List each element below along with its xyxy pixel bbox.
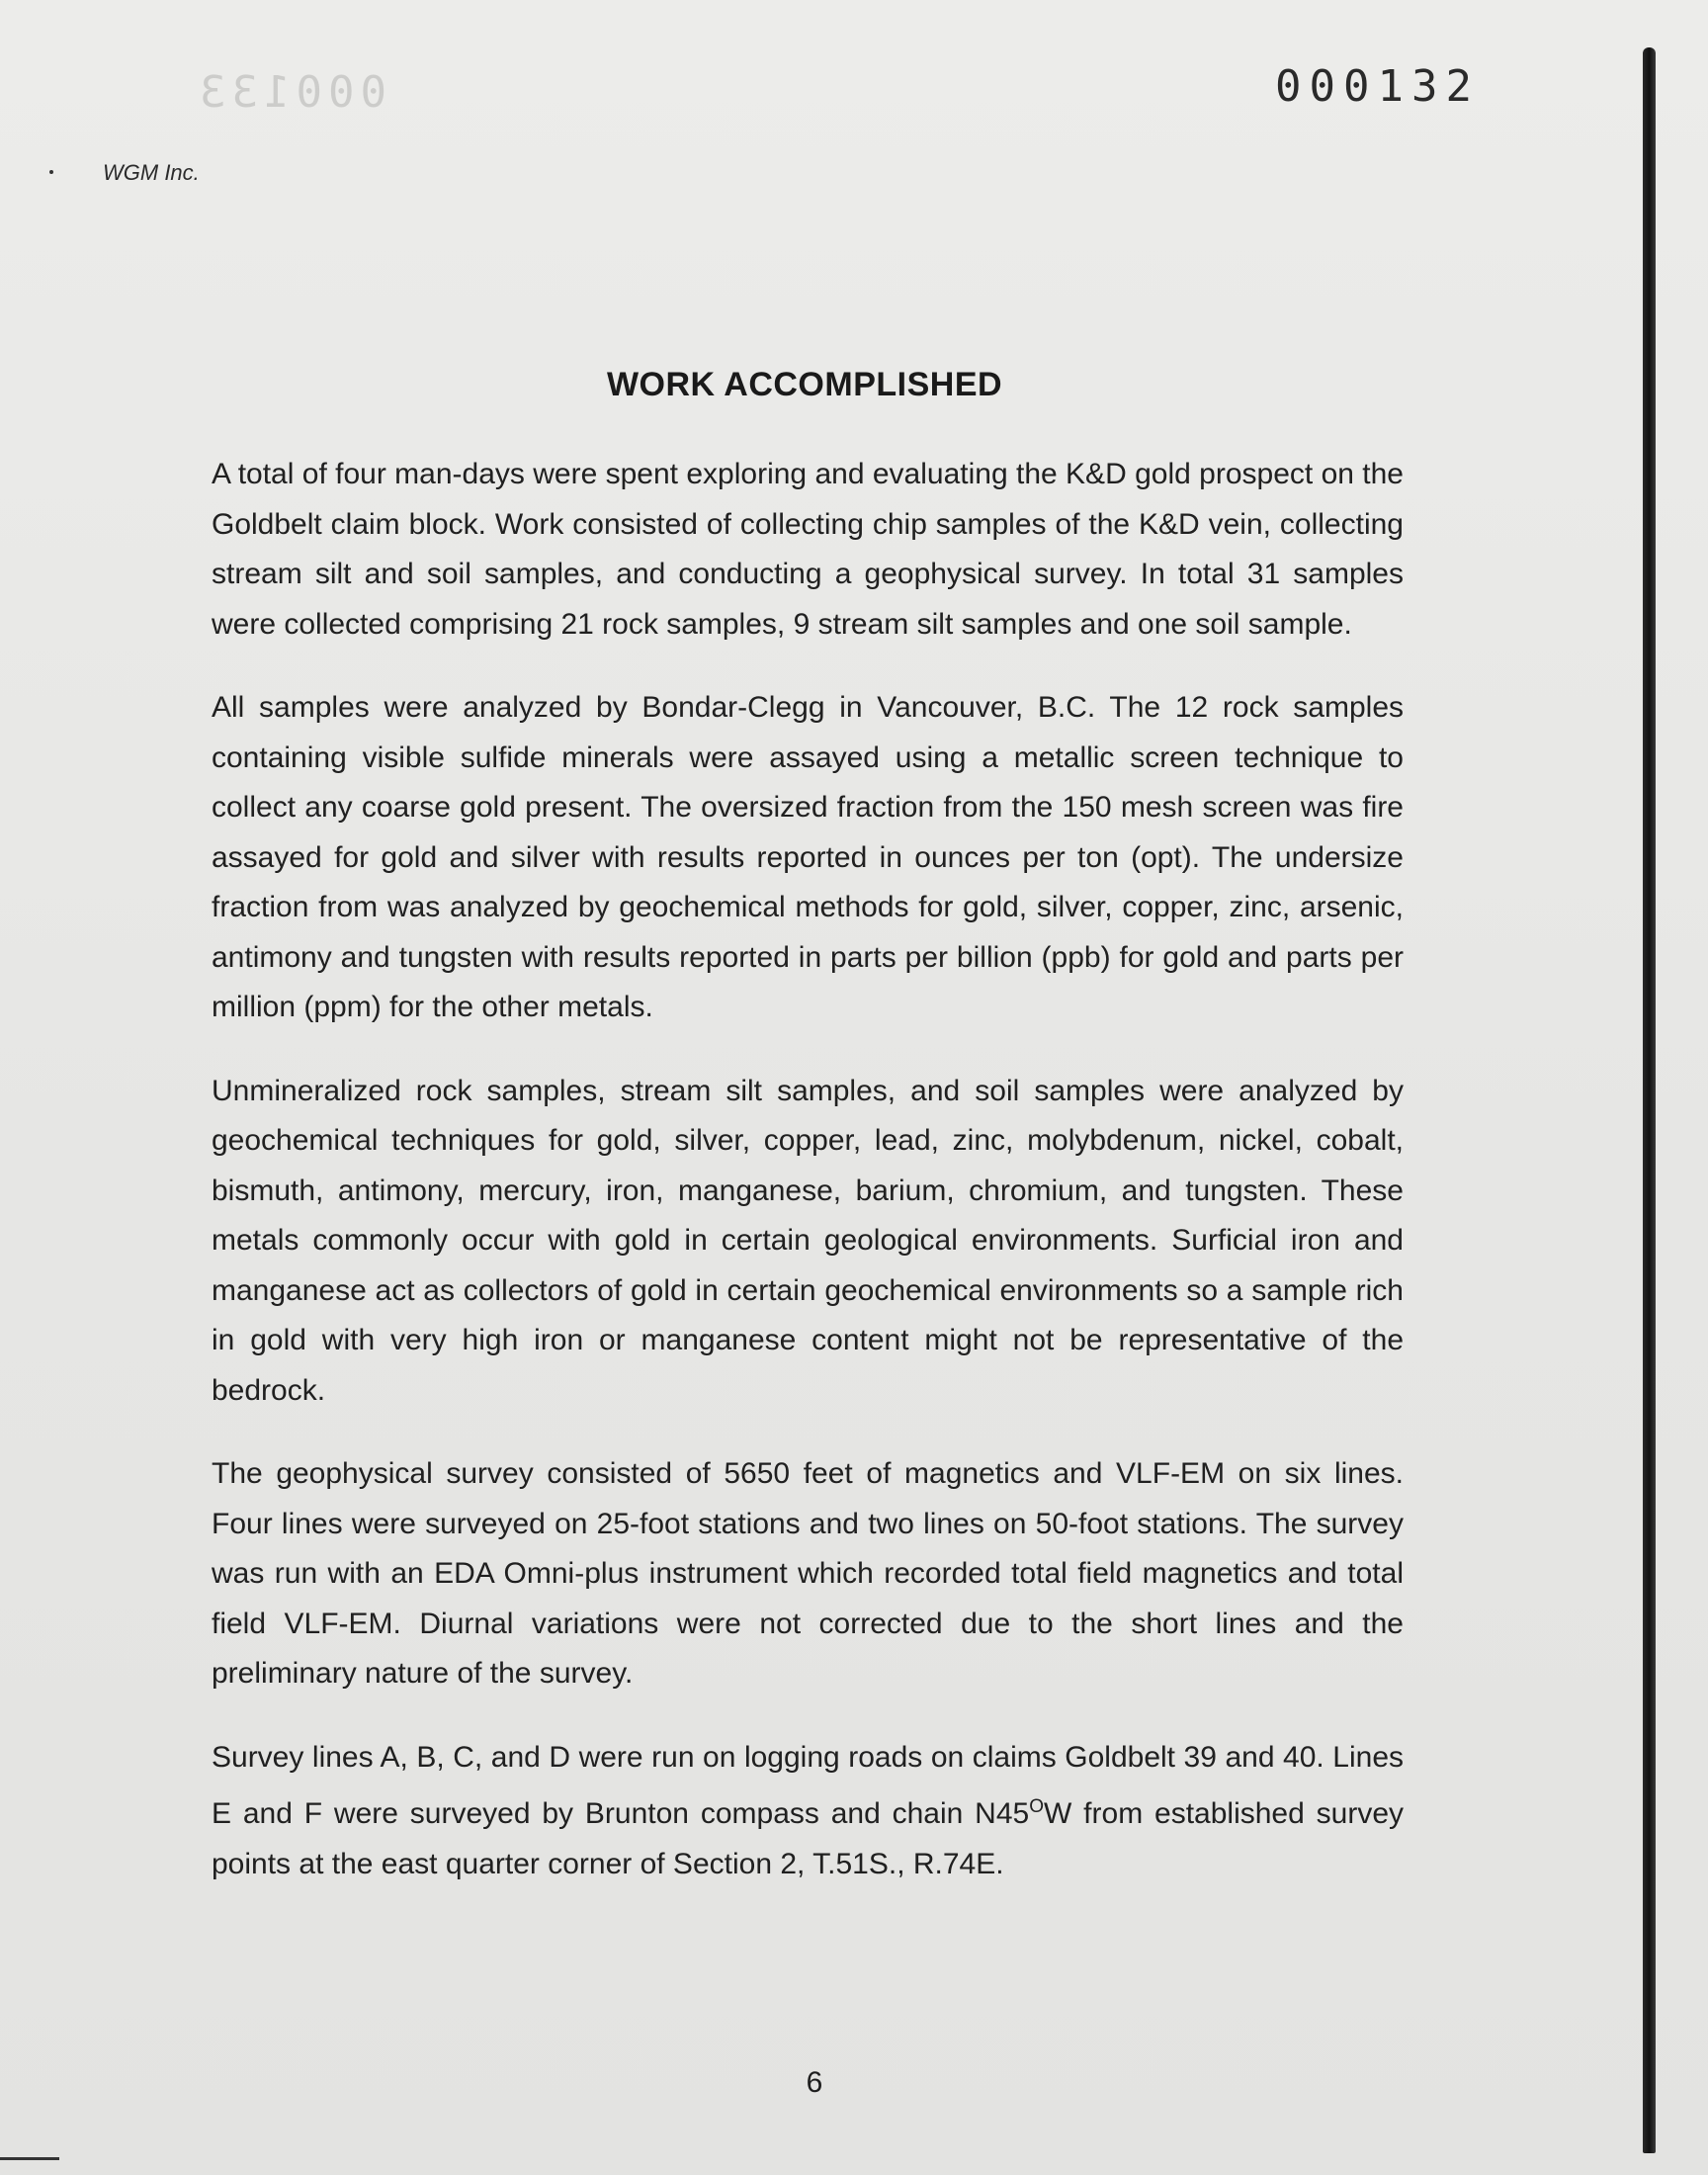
paragraph-survey-lines: [212, 1733, 1404, 1890]
paragraph-geophysical-survey: The geophysical survey consisted of 5650 feet of magnetics and VLF-EM on six lines. Four lines were surveyed on 25-foot stations and two lines on 50-foot stations. The survey was run with an EDA Omni-plus instrument which recorded total field magnetics and total field VLF-EM. Diurnal variations were not corrected due to the short lines and the preliminary nature of the survey.: [212, 1457, 1404, 1690]
body-text: [212, 450, 1404, 1923]
degree-superscript: O: [1029, 1796, 1045, 1817]
document-control-number: 000132: [1275, 61, 1480, 112]
show-through-page-number: 000133: [194, 67, 386, 118]
page-number: 6: [806, 2066, 823, 2099]
binding-edge: [1643, 47, 1656, 2153]
paragraph-fieldwork: A total of four man-days were spent exploring and evaluating the K&D gold prospect on the Goldbelt claim block. Work consisted of collecting chip samples of the K&D vein, collecting stream silt and soil samples, and conducting a geophysical survey. In total 31 samples were collected comprising 21 rock samples, 9 stream silt samples and one soil sample.: [212, 458, 1404, 641]
scan-mark-dot: [49, 170, 53, 174]
paragraph-assay-methods: All samples were analyzed by Bondar-Clegg in Vancouver, B.C. The 12 rock samples containing visible sulfide minerals were assayed using a metallic screen technique to collect any coarse gold present. The oversized fraction from the 150 mesh screen was fire assayed for gold and silver with results reported in ounces per ton (opt). The undersize fraction from was analyzed by geochemical methods for gold, silver, copper, zinc, arsenic, antimony and tungsten with results reported in parts per billion (ppb) for gold and parts per million (ppm) for the other metals.: [212, 691, 1404, 1023]
paragraph-geochemical-analysis: Unmineralized rock samples, stream silt samples, and soil samples were analyzed by geochemical techniques for gold, silver, copper, lead, zinc, molybdenum, nickel, cobalt, bismuth, antimony, mercury, iron, manganese, barium, chromium, and tungsten. These metals commonly occur with gold in certain geological environments. Surficial iron and manganese act as collectors of gold in certain geochemical environments so a sample rich in gold with very high iron or manganese content might not be representative of the bedrock.: [212, 1074, 1404, 1407]
survey-lines-text-start: Survey lines A, B, C, and D were run on logging roads on claims Goldbelt 39 and 40. Lines E and F were surveyed by Brunton compass and chain N45: [212, 1740, 1404, 1830]
section-title: WORK ACCOMPLISHED: [606, 366, 1003, 403]
company-header: WGM Inc.: [103, 160, 200, 185]
scan-mark-left: [0, 2157, 59, 2160]
survey-lines-text-end: W from established survey points at the east quarter corner of Section 2, T.51S., R.74E.: [212, 1797, 1405, 1880]
